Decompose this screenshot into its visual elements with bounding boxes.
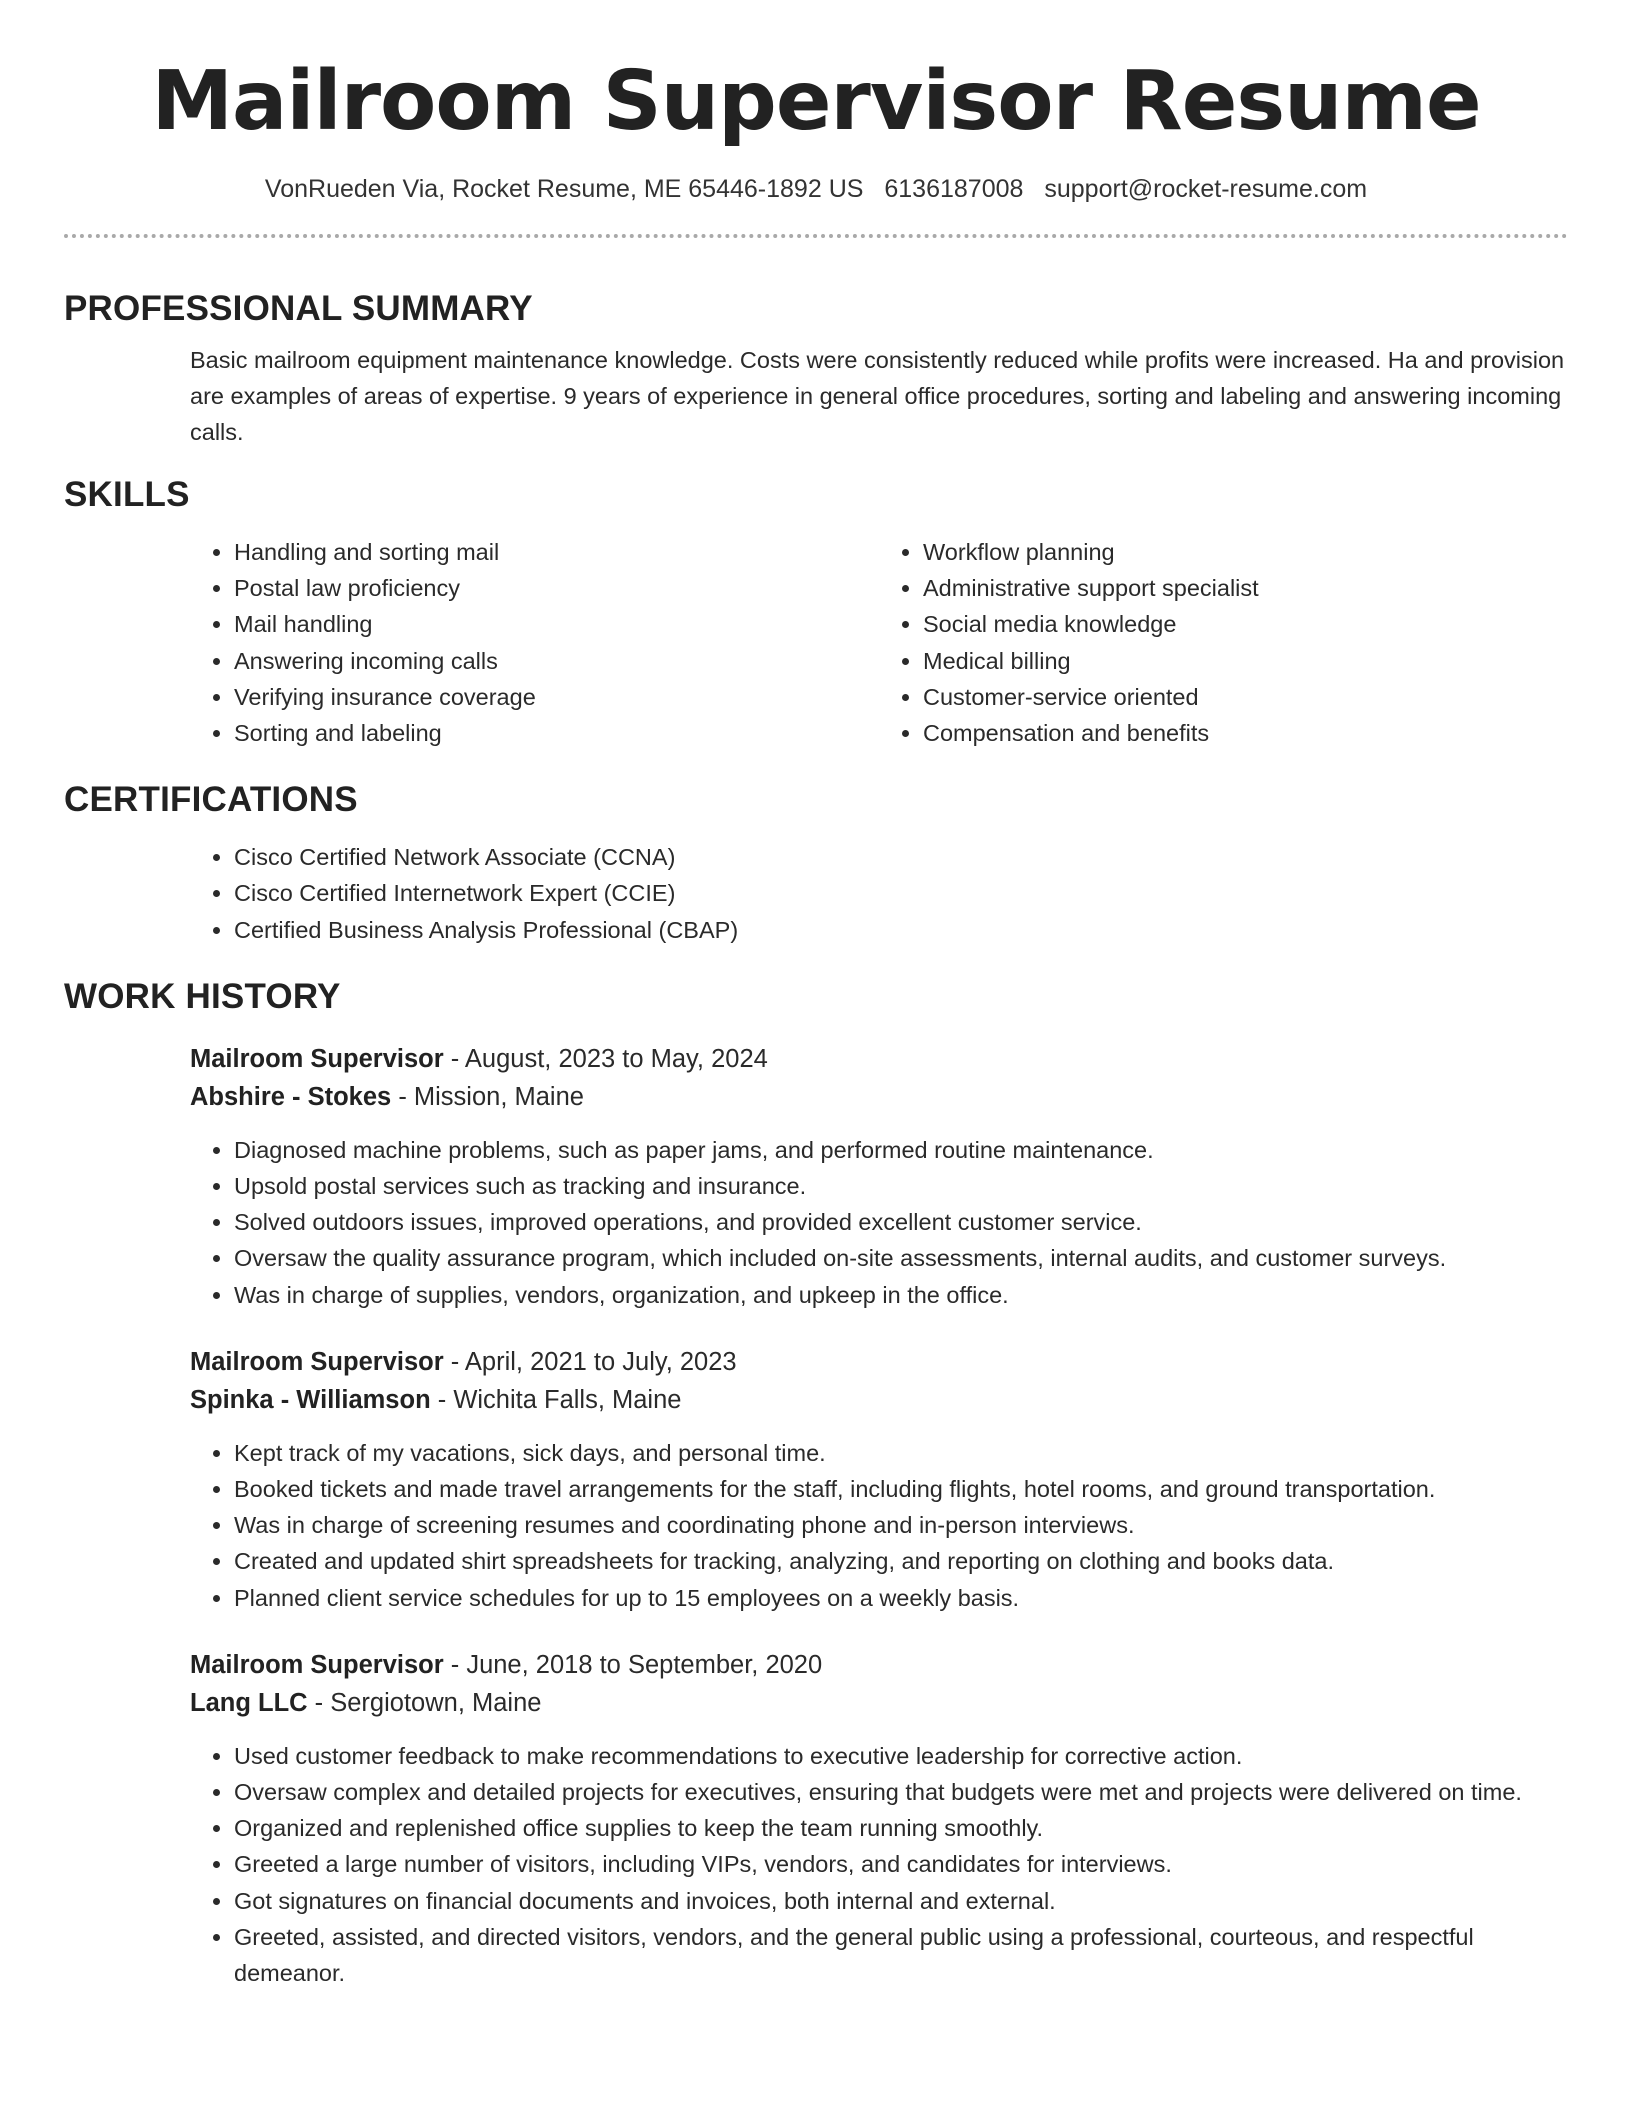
contact-line <box>64 172 1568 206</box>
job-entry <box>190 1040 1568 1313</box>
job-entry <box>190 1646 1568 1991</box>
job-company-line <box>190 1078 1568 1116</box>
job-bullet: • Planned client service schedules for up to 15 employees on a weekly basis. <box>234 1580 1568 1616</box>
job-location: - Sergiotown, Maine <box>307 1688 542 1717</box>
job-company-line <box>190 1684 1568 1722</box>
skill-item: • Medical billing <box>923 643 1568 679</box>
job-title-line <box>190 1646 1568 1684</box>
job-company: Abshire - Stokes <box>190 1082 392 1111</box>
job-bullet: • Upsold postal services such as tracking and insurance. <box>234 1168 1568 1204</box>
skills-heading: SKILLS <box>64 475 190 514</box>
skill-item: • Sorting and labeling <box>234 715 879 751</box>
job-title: Mailroom Supervisor <box>190 1044 444 1073</box>
job-title-line <box>190 1343 1568 1381</box>
job-bullet: • Oversaw complex and detailed projects for executives, ensuring that budgets were met and projects were delivered on time. <box>234 1774 1568 1810</box>
summary-text: Basic mailroom equipment maintenance knowledge. Costs were consistently reduced while profits were increased. Ha and provision are examples of areas of expertise. 9 years of experience in general office procedures, sorting and labeling and answering incoming calls. <box>190 347 1565 445</box>
job-bullet: • Oversaw the quality assurance program, which included on-site assessments, internal audits, and customer surveys. <box>234 1240 1568 1276</box>
job-entry <box>190 1343 1568 1616</box>
contact-email: support@rocket-resume.com <box>1044 175 1368 203</box>
skills-column-left <box>190 534 879 751</box>
job-location: - Wichita Falls, Maine <box>430 1385 682 1414</box>
skill-item: • Mail handling <box>234 606 879 642</box>
skill-item: • Answering incoming calls <box>234 643 879 679</box>
skills-list <box>190 534 1568 751</box>
job-bullet: • Booked tickets and made travel arrangements for the staff, including flights, hotel rooms, and ground transportation. <box>234 1471 1568 1507</box>
job-bullet: • Greeted a large number of visitors, including VIPs, vendors, and candidates for interviews. <box>234 1846 1568 1882</box>
job-bullet: • Used customer feedback to make recommendations to executive leadership for corrective action. <box>234 1738 1568 1774</box>
header-divider <box>64 234 1568 238</box>
resume-page <box>64 0 1568 1991</box>
skills-column-right <box>879 534 1568 751</box>
skill-item: • Verifying insurance coverage <box>234 679 879 715</box>
job-bullet: • Was in charge of supplies, vendors, organization, and upkeep in the office. <box>234 1277 1568 1313</box>
job-title: Mailroom Supervisor <box>190 1347 444 1376</box>
job-bullet: • Got signatures on financial documents and invoices, both internal and external. <box>234 1883 1568 1919</box>
contact-phone: 6136187008 <box>884 175 1024 203</box>
job-company-line <box>190 1381 1568 1419</box>
job-company: Lang LLC <box>190 1688 308 1717</box>
job-location: - Mission, Maine <box>391 1082 584 1111</box>
job-bullet: • Greeted, assisted, and directed visitors, vendors, and the general public using a professional, courteous, and respectful demeanor. <box>234 1919 1568 1991</box>
summary-heading: PROFESSIONAL SUMMARY <box>64 289 533 328</box>
certification-item: • Cisco Certified Internetwork Expert (CCIE) <box>234 875 1568 911</box>
resume-title: Mailroom Supervisor Resume <box>151 54 1481 149</box>
job-company: Spinka - Williamson <box>190 1385 431 1414</box>
skill-item: • Postal law proficiency <box>234 570 879 606</box>
job-title-line <box>190 1040 1568 1078</box>
job-dates: - June, 2018 to September, 2020 <box>443 1650 823 1679</box>
job-bullet: • Created and updated shirt spreadsheets for tracking, analyzing, and reporting on clothing and books data. <box>234 1543 1568 1579</box>
job-bullet: • Diagnosed machine problems, such as paper jams, and performed routine maintenance. <box>234 1132 1568 1168</box>
job-bullets <box>190 1132 1568 1313</box>
skill-item: • Social media knowledge <box>923 606 1568 642</box>
job-title: Mailroom Supervisor <box>190 1650 444 1679</box>
job-bullets <box>190 1738 1568 1991</box>
job-bullet: • Kept track of my vacations, sick days, and personal time. <box>234 1435 1568 1471</box>
job-bullet: • Solved outdoors issues, improved operations, and provided excellent customer service. <box>234 1204 1568 1240</box>
skill-item: • Customer-service oriented <box>923 679 1568 715</box>
job-dates: - August, 2023 to May, 2024 <box>443 1044 768 1073</box>
skill-item: • Workflow planning <box>923 534 1568 570</box>
job-dates: - April, 2021 to July, 2023 <box>443 1347 737 1376</box>
skill-item: • Handling and sorting mail <box>234 534 879 570</box>
contact-address: VonRueden Via, Rocket Resume, ME 65446-1892 US <box>264 175 864 203</box>
skill-item: • Administrative support specialist <box>923 570 1568 606</box>
job-bullets <box>190 1435 1568 1616</box>
job-bullet: • Organized and replenished office supplies to keep the team running smoothly. <box>234 1810 1568 1846</box>
certification-item: • Cisco Certified Network Associate (CCNA) <box>234 839 1568 875</box>
certifications-heading: CERTIFICATIONS <box>64 780 358 820</box>
certification-item: • Certified Business Analysis Professional (CBAP) <box>234 912 1568 948</box>
work-history-heading: WORK HISTORY <box>64 976 341 1016</box>
certifications-list <box>190 839 1568 948</box>
job-bullet: • Was in charge of screening resumes and coordinating phone and in-person interviews. <box>234 1507 1568 1543</box>
skill-item: • Compensation and benefits <box>923 715 1568 751</box>
